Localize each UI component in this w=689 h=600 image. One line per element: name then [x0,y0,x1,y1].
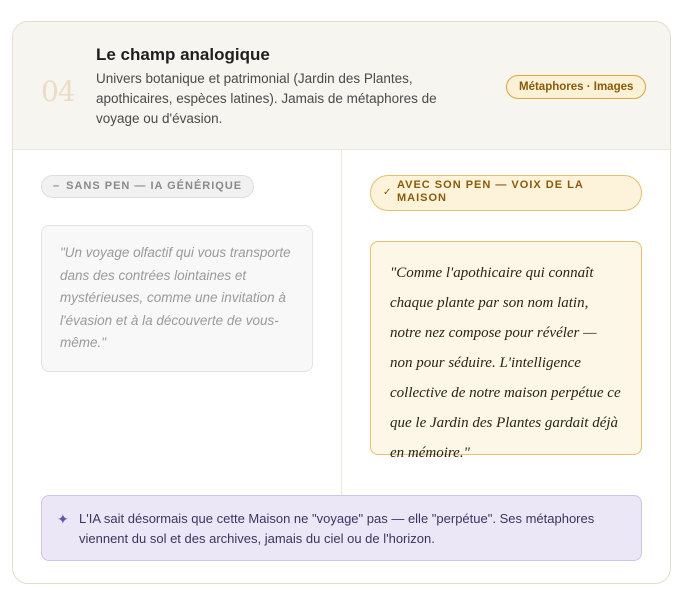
category-badge: Métaphores · Images [506,75,646,99]
brand-voice-label-text: AVEC SON PEN — VOIX DE LA MAISON [397,179,584,204]
section-title: Le champ analogique [96,45,270,64]
card-header [13,22,670,150]
column-divider [341,150,342,495]
generic-ai-quote: "Un voyage olfactif qui vous transporte dans des contrées lointaines et mystérieuses, comme une invitation à l'évasion et à la découverte de vous-même." [41,225,313,372]
insight-text: L'IA sait désormais que cette Maison ne "voyage" pas — elle "perpétue". Ses métaphores viennent du sol et des archives, jamais du ciel ou de l'horizon. [79,511,595,546]
generic-ai-label-text: SANS PEN — IA GÉNÉRIQUE [66,180,243,192]
sparkle-icon: ✦ [57,511,69,527]
brand-voice-quote: "Comme l'apothicaire qui connaît chaque plante par son nom latin, notre nez compose pour révéler — non pour séduire. L'intelligence collective de notre maison perpétue ce que le Jardin des Plantes gardait déjà en mémoire." [370,241,642,455]
dash-icon: – [53,180,61,192]
brand-voice-label [370,175,642,211]
insight-callout [41,495,642,561]
step-number: 04 [41,75,75,108]
section-description: Univers botanique et patrimonial (Jardin des Plantes, apothicaires, espèces latines). Jamais de métaphores de voyage ou d'évasion. [96,71,437,126]
check-icon: ✓ [383,187,393,198]
comparison-card [12,21,671,584]
generic-ai-label [41,175,254,198]
